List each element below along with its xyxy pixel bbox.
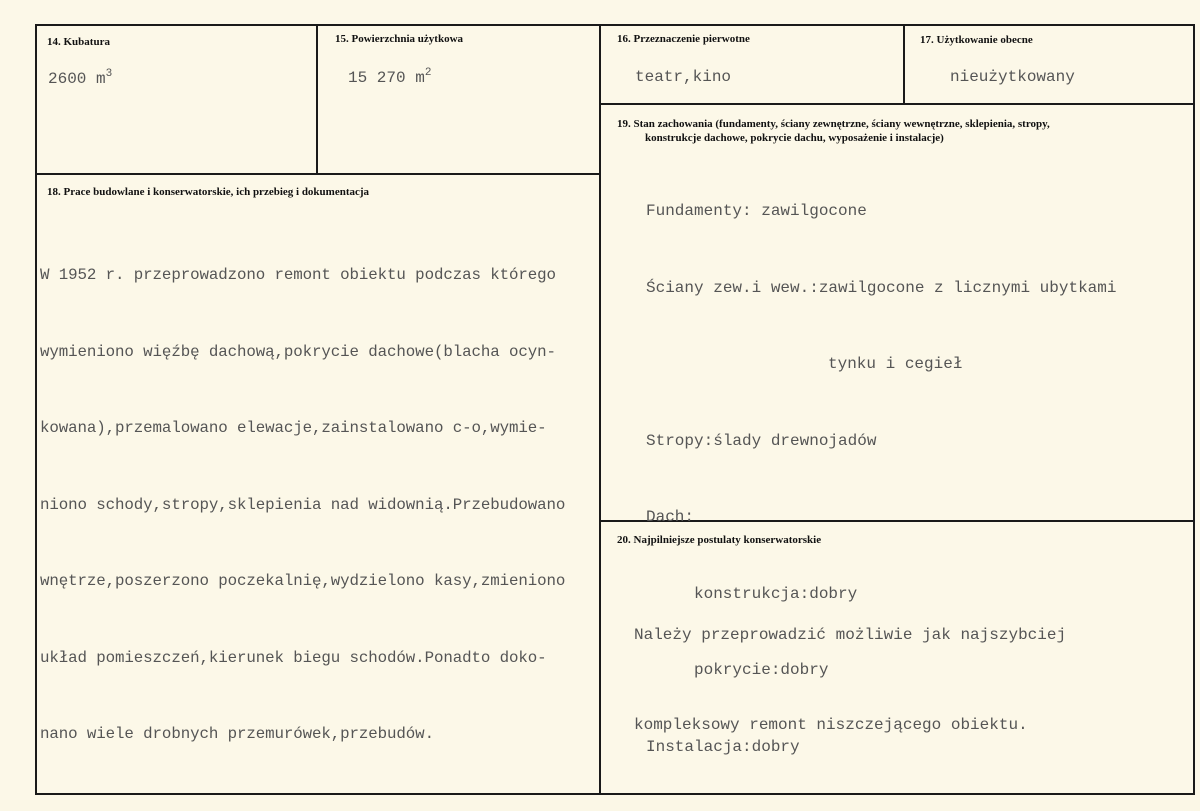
field-18-line-4: niono schody,stropy,sklepienia nad widownią.Przebudowano	[40, 495, 566, 514]
field-20-text	[634, 560, 1066, 800]
field-15-value	[348, 66, 431, 92]
field-18-line-3: kowana),przemalowano elewacje,zainstalowano c-o,wymie-	[40, 419, 547, 437]
field-17-value: nieużytkowany	[950, 68, 1075, 86]
field-19-line-1: Fundamenty: zawilgocone	[646, 202, 867, 220]
left-border	[35, 24, 37, 795]
field-19-line-7: pokrycie:dobry	[694, 661, 829, 679]
field-18-line-6: układ pomieszczeń,kierunek biegu schodów.Ponadto doko-	[40, 648, 547, 667]
field-18-line-5: wnętrze,poszerzono poczekalnię,wydzielono kasy,zmieniono	[40, 572, 566, 590]
right-border	[1193, 24, 1195, 795]
field-17-label: 17. Użytkowanie obecne	[920, 34, 1033, 46]
field-15-superscript: 2	[424, 67, 432, 79]
field-14-number: 2600 m	[48, 70, 106, 88]
field-19-label-line2: konstrukcje dachowe, pokrycie dachu, wyposażenie i instalacje)	[645, 132, 944, 144]
field-19-label-line1: 19. Stan zachowania (fundamenty, ściany zewnętrzne, ściany wewnętrzne, sklepienia, stropy,	[617, 118, 1050, 130]
field-15-label: 15. Powierzchnia użytkowa	[335, 33, 464, 45]
field-19-line-3: tynku i cegieł	[828, 355, 963, 373]
field-20-line-1: Należy przeprowadzić możliwie jak najszybciej	[634, 626, 1067, 644]
field-14-value	[48, 67, 112, 93]
field-18-text	[40, 212, 565, 799]
field-19-line-6: konstrukcja:dobry	[694, 584, 858, 603]
field-19-line-5: Dach:	[646, 508, 695, 526]
field-19-line-2: Ściany zew.i wew.:zawilgocone z licznymi ubytkami	[646, 278, 1117, 297]
field-18-line-1: W 1952 r. przeprowadzono remont obiektu podczas którego	[40, 266, 556, 284]
divider-row-17-19	[599, 103, 1195, 105]
divider-col-14-15	[316, 24, 318, 174]
top-border	[35, 24, 1195, 26]
field-18-line-2: wymieniono więźbę dachową,pokrycie dachowe(blacha ocyn-	[40, 342, 556, 361]
field-18-line-7: nano wiele drobnych przemurówek,przebudów.	[40, 725, 434, 743]
field-19-line-8: Instalacja:dobry	[646, 737, 800, 756]
field-20-line-2: kompleksowy remont niszczejącego obiektu.	[634, 716, 1028, 734]
field-16-value: teatr,kino	[635, 68, 732, 86]
field-19-line-4: Stropy:ślady drewnojadów	[646, 431, 877, 450]
field-14-label: 14. Kubatura	[47, 36, 110, 48]
field-15-number: 15 270 m	[348, 69, 425, 87]
divider-col-left-right	[599, 24, 601, 795]
field-20-label: 20. Najpilniejsze postulaty konserwatorskie	[617, 534, 822, 546]
field-16-label: 16. Przeznaczenie pierwotne	[617, 33, 750, 45]
divider-row-14-18	[35, 173, 601, 175]
field-14-superscript: 3	[105, 68, 113, 80]
field-18-label: 18. Prace budowlane i konserwatorskie, ich przebieg i dokumentacja	[47, 186, 370, 198]
divider-col-16-17	[903, 24, 905, 104]
